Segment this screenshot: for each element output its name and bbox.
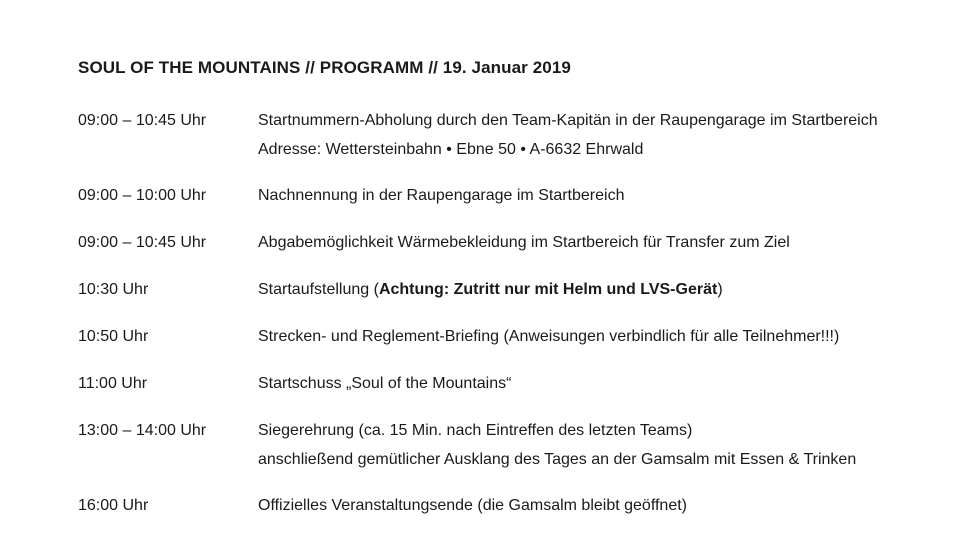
schedule-description-line: anschließend gemütlicher Ausklang des Tages an der Gamsalm mit Essen & Trinken	[258, 451, 857, 468]
schedule-row	[78, 369, 958, 398]
schedule-row	[78, 491, 958, 520]
text-after-warning: )	[717, 281, 723, 298]
schedule-description-line: Startschuss „Soul of the Mountains“	[258, 375, 512, 392]
schedule-time: 09:00 – 10:45 Uhr	[78, 112, 207, 129]
schedule-description-line: Siegerehrung (ca. 15 Min. nach Eintreffen des letzten Teams)	[258, 422, 693, 439]
schedule-row	[78, 416, 958, 474]
schedule-description-line: Nachnennung in der Raupengarage im Startbereich	[258, 187, 625, 204]
schedule-description-line: Startnummern-Abholung durch den Team-Kapitän in der Raupengarage im Startbereich	[258, 112, 878, 129]
schedule-time: 10:30 Uhr	[78, 281, 149, 298]
schedule-description-line	[258, 275, 958, 304]
schedule-description	[258, 491, 958, 520]
schedule-description	[258, 416, 958, 474]
schedule-row	[78, 228, 958, 257]
schedule-description	[258, 322, 958, 351]
schedule-time: 16:00 Uhr	[78, 497, 149, 514]
schedule-time: 09:00 – 10:45 Uhr	[78, 234, 207, 251]
schedule-description	[258, 106, 958, 164]
schedule-description-line: Abgabemöglichkeit Wärmebekleidung im Startbereich für Transfer zum Ziel	[258, 234, 790, 251]
page-title: SOUL OF THE MOUNTAINS // PROGRAMM // 19. Januar 2019	[78, 58, 571, 77]
schedule-description-line: Offizielles Veranstaltungsende (die Gamsalm bleibt geöffnet)	[258, 497, 687, 514]
schedule-row	[78, 322, 958, 351]
schedule-description	[258, 181, 958, 210]
schedule-row	[78, 106, 958, 164]
warning-text: Achtung: Zutritt nur mit Helm und LVS-Gerät	[378, 281, 718, 298]
text-before-warning: Startaufstellung (	[258, 281, 379, 298]
schedule-time: 11:00 Uhr	[78, 375, 148, 392]
schedule-time: 13:00 – 14:00 Uhr	[78, 422, 207, 439]
schedule-time: 09:00 – 10:00 Uhr	[78, 187, 207, 204]
schedule-address-line: Adresse: Wettersteinbahn • Ebne 50 • A-6632 Ehrwald	[258, 141, 644, 158]
schedule-row	[78, 275, 958, 304]
schedule-time: 10:50 Uhr	[78, 328, 149, 345]
schedule-description-line: Strecken- und Reglement-Briefing (Anweisungen verbindlich für alle Teilnehmer!!!)	[258, 328, 840, 345]
schedule-description	[258, 275, 958, 304]
schedule-description	[258, 369, 958, 398]
schedule-description	[258, 228, 958, 257]
schedule-row	[78, 181, 958, 210]
program-document	[78, 56, 958, 538]
